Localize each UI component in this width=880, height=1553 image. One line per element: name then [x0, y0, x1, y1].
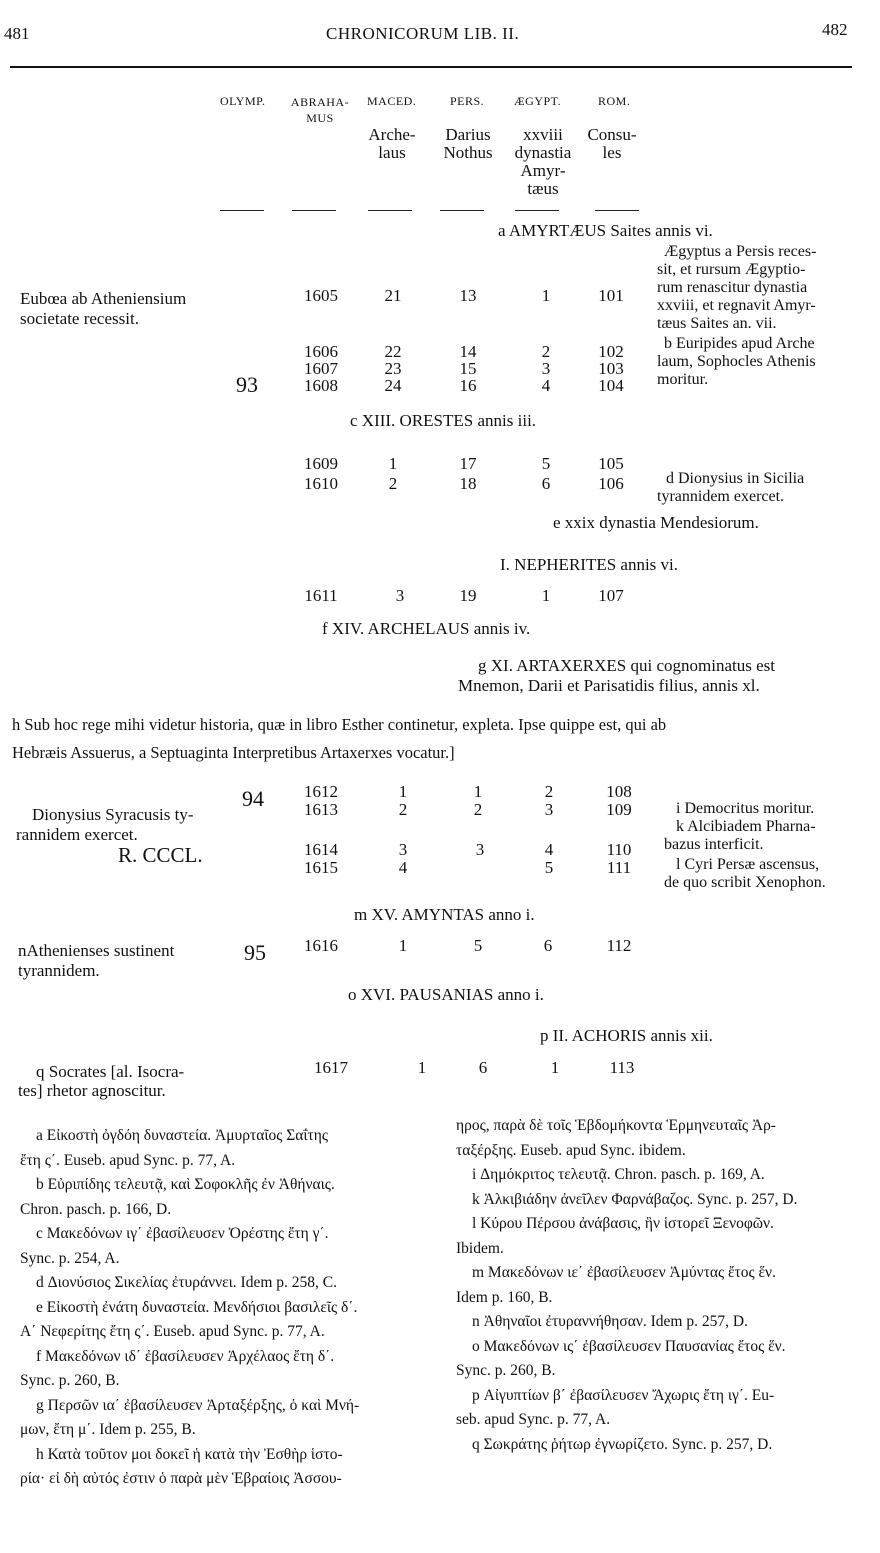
footnote-line: Chron. pasch. p. 166, D.: [20, 1200, 172, 1218]
footnote-line: Idem p. 160, B.: [456, 1288, 553, 1306]
cell-maced: 23: [384, 359, 402, 378]
col-rule: [595, 210, 639, 211]
footnote-line: f Μακεδόνων ιδ΄ ἐβασίλευσεν Ἀρχέλαος ἔτη δ΄.: [36, 1347, 335, 1365]
heading-dyn29: e xxix dynastia Mendesiorum.: [553, 513, 759, 532]
col-rule: [440, 210, 484, 211]
footnote-line: c Μακεδόνων ιγ΄ ἐβασίλευσεν Ὀρέστης ἔτη γ΄.: [36, 1225, 329, 1242]
cell-maced: 22: [384, 342, 402, 361]
sub-amyrtaeus: xxviii dynastia Amyr-tæus: [514, 125, 572, 198]
cell-maced: 3: [395, 586, 405, 605]
cell-abraham: 1614: [304, 840, 338, 859]
cell-pers: 19: [459, 586, 477, 605]
sub-archelaus: Arche-laus: [368, 125, 416, 162]
cell-maced: 1: [388, 454, 398, 473]
cell-pers: 16: [459, 376, 477, 395]
cell-abraham: 1613: [304, 800, 338, 819]
col-pers: PERS.: [450, 94, 485, 108]
olympiad-93: 93: [236, 372, 258, 397]
note-cyrus: l Cyri Persæ ascensus,: [676, 856, 820, 873]
footnote-line: d Διονύσιος Σικελίας ἐτυράννει. Idem p. 258, C.: [36, 1274, 337, 1291]
esther-note-cont: Hebræis Assuerus, a Septuaginta Interpretibus Artaxerxes vocatur.]: [12, 743, 455, 762]
note-euboea-cont: societate recessit.: [20, 309, 139, 328]
footnote-line: seb. apud Sync. p. 77, A.: [456, 1411, 611, 1428]
cell-aegypt: 6: [543, 936, 553, 955]
cell-abraham: 1615: [304, 858, 338, 877]
cell-abraham: 1610: [304, 474, 338, 493]
sub-consules: Consu-les: [587, 125, 637, 162]
note-aegyptus-3: rum renascitur dynastia: [657, 279, 808, 296]
col-rom: ROM.: [598, 94, 631, 108]
col-maced: MACED.: [367, 94, 417, 108]
col-rule: [292, 210, 336, 211]
cell-abraham: 1612: [304, 782, 338, 801]
footnote-line: ηρος, παρὰ δὲ τοῖς Ἑβδομήκοντα Ἑρμηνευταῖς Ἀρ-: [456, 1117, 776, 1134]
cell-maced: 2: [398, 800, 408, 819]
cell-rom: 109: [606, 800, 632, 819]
cell-abraham: 1611: [304, 586, 338, 605]
footnote-line: μων, ἔτη μ΄. Idem p. 255, B.: [20, 1421, 196, 1438]
heading-orestes: c XIII. ORESTES annis iii.: [350, 411, 537, 430]
cell-maced: 1: [398, 936, 408, 955]
note-athenienses: nAthenienses sustinent: [18, 941, 175, 960]
footnote-line: h Κατὰ τοῦτον μοι δοκεῖ ἡ κατὰ τὴν Ἐσθὴρ ἱστο-: [36, 1445, 343, 1463]
col-rule: [515, 210, 559, 211]
footnote-line: b Εὐριπίδης τελευτᾷ, καὶ Σοφοκλῆς ἐν Ἀθήναις.: [36, 1176, 335, 1193]
footnote-line: i Δημόκριτος τελευτᾷ. Chron. pasch. p. 169, A.: [472, 1166, 765, 1183]
heading-nepherites: I. NEPHERITES annis vi.: [500, 555, 679, 574]
note-aegyptus-5: tæus Saites an. vii.: [657, 315, 777, 332]
footnote-line: k Ἀλκιβιάδην ἀνεῖλεν Φαρνάβαζος. Sync. p. 257, D.: [472, 1190, 798, 1208]
note-alcibiades-2: bazus interficit.: [664, 836, 764, 853]
cell-aegypt: 5: [541, 454, 551, 473]
col-olymp: OLYMP.: [220, 94, 266, 108]
cell-rom: 113: [609, 1058, 635, 1077]
note-euripides-3: moritur.: [657, 371, 709, 388]
footnote-line: ρία· εἰ δὴ αὐτός ἐστιν ὁ παρὰ μὲν Ἑβραίοις Ἀσσου-: [20, 1470, 342, 1487]
heading-pausanias: o XVI. PAUSANIAS anno i.: [348, 985, 544, 1004]
olympiad-95: 95: [244, 940, 266, 965]
cell-rom: 111: [606, 858, 632, 877]
note-dionysius: Dionysius Syracusis ty-: [32, 805, 194, 824]
olympiad-94: 94: [242, 786, 264, 811]
cell-abraham: 1609: [304, 454, 338, 473]
note-socrates-cont: tes] rhetor agnoscitur.: [18, 1081, 166, 1100]
heading-archelaus: f XIV. ARCHELAUS annis iv.: [322, 619, 531, 638]
cell-aegypt: 6: [541, 474, 551, 493]
footnote-line: q Σωκράτης ῥήτωρ ἐγνωρίζετο. Sync. p. 257, D.: [472, 1435, 773, 1453]
note-cyrus-2: de quo scribit Xenophon.: [664, 874, 826, 891]
footnote-line: m Μακεδόνων ιε΄ ἐβασίλευσεν Ἀμύντας ἔτος ἕν.: [472, 1264, 776, 1281]
footnotes-left-column: [20, 1124, 359, 1492]
cell-abraham: 1608: [304, 376, 338, 395]
cell-maced: 1: [398, 782, 408, 801]
cell-maced: 3: [398, 840, 408, 859]
cell-rom: 108: [606, 782, 632, 801]
note-dionysius-sicilia-2: tyrannidem exercet.: [657, 488, 785, 505]
cell-aegypt: 2: [541, 342, 551, 361]
heading-artaxerxes-cont: Mnemon, Darii et Parisatidis filius, annis xl.: [458, 676, 760, 695]
cell-aegypt: 4: [544, 840, 554, 859]
cell-rom: 103: [598, 359, 624, 378]
cell-pers: 14: [459, 342, 477, 361]
cell-rom: 110: [606, 840, 632, 859]
col-abraham: ABRAHA-MUS: [290, 95, 350, 125]
cell-rom: 112: [606, 936, 632, 955]
cell-pers: 6: [478, 1058, 488, 1077]
heading-amyntas: m XV. AMYNTAS anno i.: [354, 905, 535, 924]
footnote-line: n Ἀθηναῖοι ἐτυραννήθησαν. Idem p. 257, D.: [472, 1313, 748, 1330]
cell-abraham: 1617: [314, 1058, 348, 1077]
note-alcibiades: k Alcibiadem Pharna-: [676, 818, 816, 835]
note-euripides: b Euripides apud Arche: [664, 335, 815, 352]
cell-aegypt: 3: [544, 800, 554, 819]
footnote-line: Ibidem.: [456, 1239, 504, 1257]
cell-maced: 21: [384, 286, 402, 305]
running-title: CHRONICORUM LIB. II.: [326, 24, 520, 43]
cell-rom: 107: [598, 586, 624, 605]
cell-abraham: 1616: [304, 936, 338, 955]
cell-aegypt: 1: [541, 586, 551, 605]
footnote-line: Sync. p. 260, B.: [456, 1362, 556, 1379]
note-athenienses-cont: tyrannidem.: [18, 961, 100, 980]
cell-pers: 1: [473, 782, 483, 801]
footnote-line: l Κύρου Πέρσου ἀνάβασις, ἣν ἱστορεῖ Ξενοφῶν.: [472, 1215, 774, 1232]
note-euboea: Eubœa ab Atheniensium: [20, 289, 187, 308]
cell-abraham: 1605: [304, 286, 338, 305]
heading-artaxerxes: g XI. ARTAXERXES qui cognominatus est: [478, 656, 775, 675]
footnote-line: a Εἰκοστὴ ὀγδόη δυναστεία. Ἀμυρταῖος Σαΐτης: [36, 1127, 329, 1144]
cell-abraham: 1607: [304, 359, 338, 378]
cell-pers: 2: [473, 800, 483, 819]
cell-rom: 101: [598, 286, 624, 305]
cell-pers: 3: [475, 840, 485, 859]
cell-abraham: 1606: [304, 342, 338, 361]
cell-aegypt: 4: [541, 376, 551, 395]
heading-amyrtaeus: a AMYRTÆUS Saites annis vi.: [498, 221, 713, 240]
header-rule: [10, 66, 852, 68]
cell-rom: 106: [598, 474, 624, 493]
footnote-line: p Αἰγυπτίων β΄ ἐβασίλευσεν Ἄχωρις ἔτη ιγ΄. Eu-: [472, 1386, 775, 1404]
footnote-line: Sync. p. 260, B.: [20, 1372, 120, 1389]
cell-maced: 24: [384, 376, 402, 395]
note-democritus: i Democritus moritur.: [676, 800, 815, 817]
col-rule: [368, 210, 412, 211]
cell-pers: 15: [459, 359, 477, 378]
col-aegypt: ÆGYPT.: [514, 94, 562, 108]
page-number-right: 482: [822, 20, 848, 39]
note-aegyptus-4: xxviii, et regnavit Amyr-: [657, 297, 816, 314]
cell-rom: 105: [598, 454, 624, 473]
cell-maced: 4: [398, 858, 408, 877]
cell-aegypt: 2: [544, 782, 554, 801]
footnote-line: g Περσῶν ια΄ ἐβασίλευσεν Ἀρταξέρξης, ὁ καὶ Μνή-: [36, 1396, 360, 1414]
note-r-cccl: R. CCCL.: [118, 843, 203, 867]
cell-maced: 1: [417, 1058, 427, 1077]
cell-pers: 13: [459, 286, 477, 305]
cell-aegypt: 1: [541, 286, 551, 305]
footnote-line: e Εἰκοστὴ ἐνάτη δυναστεία. Μενδήσιοι βασιλεῖς δ΄.: [36, 1298, 358, 1316]
heading-achoris: p II. ACHORIS annis xii.: [540, 1026, 713, 1045]
footnote-line: ἔτη ς΄. Euseb. apud Sync. p. 77, A.: [20, 1151, 236, 1169]
cell-pers: 17: [459, 454, 477, 473]
cell-rom: 102: [598, 342, 624, 361]
cell-aegypt: 3: [541, 359, 551, 378]
footnote-line: Α΄ Νεφερίτης ἔτη ς΄. Euseb. apud Sync. p. 77, A.: [20, 1323, 325, 1340]
cell-pers: 18: [459, 474, 477, 493]
note-dionysius-cont: rannidem exercet.: [16, 825, 138, 844]
note-euripides-2: laum, Sophocles Athenis: [657, 353, 816, 370]
cell-aegypt: 5: [544, 858, 554, 877]
col-rule: [220, 210, 264, 211]
footnote-line: o Μακεδόνων ις΄ ἐβασίλευσεν Παυσανίας ἔτος ἕν.: [472, 1337, 786, 1355]
cell-rom: 104: [598, 376, 624, 395]
esther-note: h Sub hoc rege mihi videtur historia, quæ in libro Esther continetur, expleta. Ipse quippe est, qui ab: [12, 715, 667, 734]
cell-maced: 2: [388, 474, 398, 493]
cell-pers: 5: [473, 936, 483, 955]
cell-aegypt: 1: [550, 1058, 560, 1077]
note-aegyptus-2: sit, et rursum Ægyptio-: [657, 261, 806, 278]
sub-darius: Darius Nothus: [443, 125, 493, 162]
footnote-line: ταξέρξης. Euseb. apud Sync. ibidem.: [456, 1141, 686, 1159]
note-socrates: q Socrates [al. Isocra-: [36, 1062, 185, 1081]
footnotes-right-column: [456, 1114, 798, 1457]
page-number-left: 481: [4, 24, 30, 43]
note-aegyptus: Ægyptus a Persis reces-: [664, 243, 817, 260]
footnote-line: Sync. p. 254, A.: [20, 1249, 120, 1267]
note-dionysius-sicilia: d Dionysius in Sicilia: [666, 470, 805, 487]
